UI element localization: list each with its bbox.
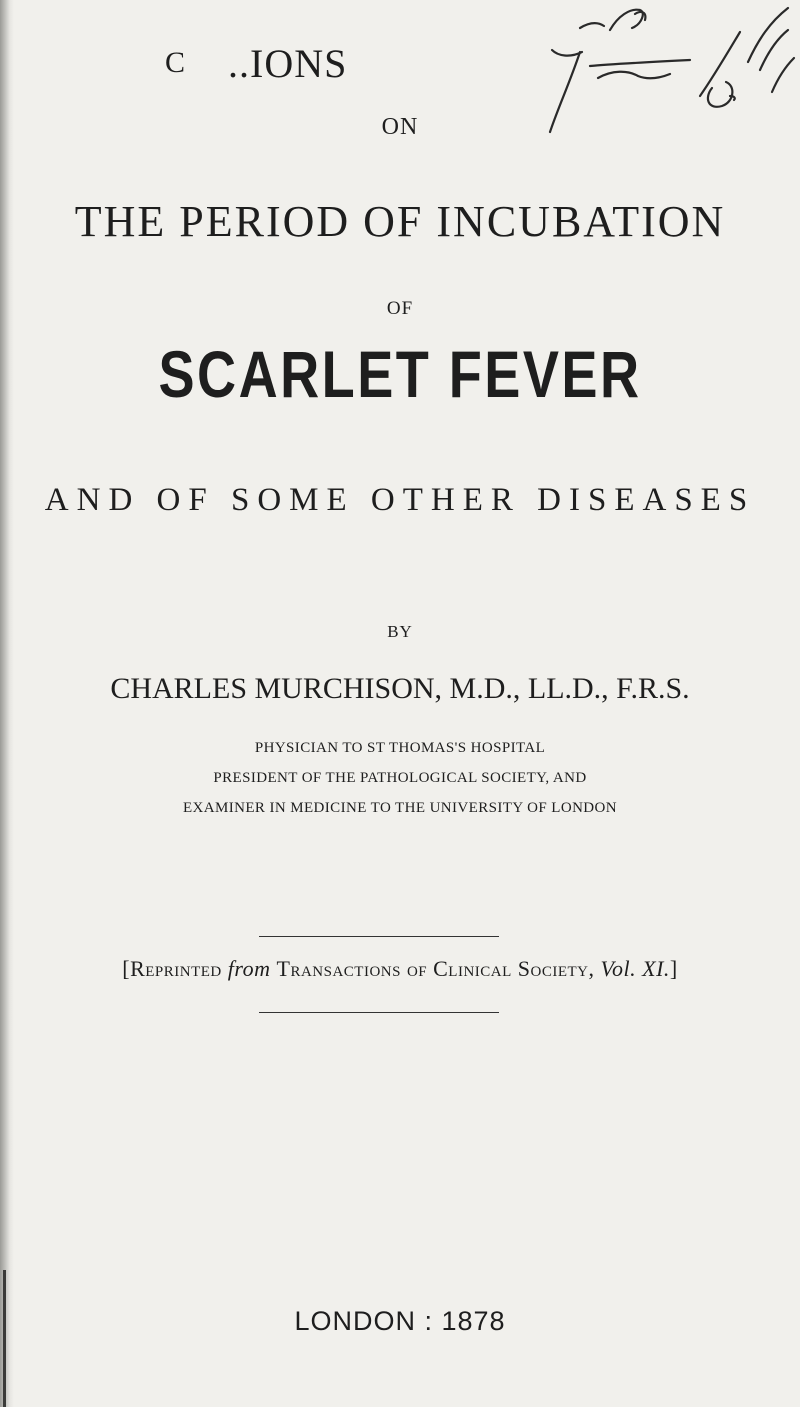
disease-title: SCARLET FEVER bbox=[158, 337, 642, 411]
imprint: LONDON : 1878 bbox=[294, 1306, 506, 1336]
by-line: BY bbox=[387, 622, 413, 641]
reprint-from: from bbox=[227, 956, 271, 981]
connector-of: OF bbox=[386, 298, 414, 319]
author-name: CHARLES MURCHISON, M.D., LL.D., F.R.S. bbox=[110, 672, 690, 705]
position-line: EXAMINER IN MEDICINE TO THE UNIVERSITY OF LONDON bbox=[182, 800, 618, 816]
main-title: THE PERIOD OF INCUBATION bbox=[74, 197, 726, 246]
torn-fragment-right: ..IONS bbox=[228, 41, 348, 86]
divider-top bbox=[259, 936, 499, 937]
reprint-volume: Vol. XI. bbox=[600, 956, 670, 981]
reprint-source: Transactions of Clinical Society, bbox=[276, 956, 595, 981]
position-line: PHYSICIAN TO ST THOMAS'S HOSPITAL bbox=[254, 740, 546, 756]
reprint-open-bracket: [ bbox=[122, 956, 131, 981]
reprint-close-bracket: ] bbox=[669, 956, 678, 981]
binding-edge bbox=[3, 1270, 6, 1407]
preposition-on: ON bbox=[381, 114, 419, 140]
author-positions bbox=[0, 733, 800, 823]
position-line: PRESIDENT OF THE PATHOLOGICAL SOCIETY, AND bbox=[213, 770, 587, 786]
reprint-note bbox=[0, 956, 800, 982]
subtitle: AND OF SOME OTHER DISEASES bbox=[44, 482, 756, 518]
torn-fragment-left: C bbox=[165, 46, 187, 79]
divider-bottom bbox=[259, 1012, 499, 1013]
reprint-label: Reprinted bbox=[130, 956, 222, 981]
